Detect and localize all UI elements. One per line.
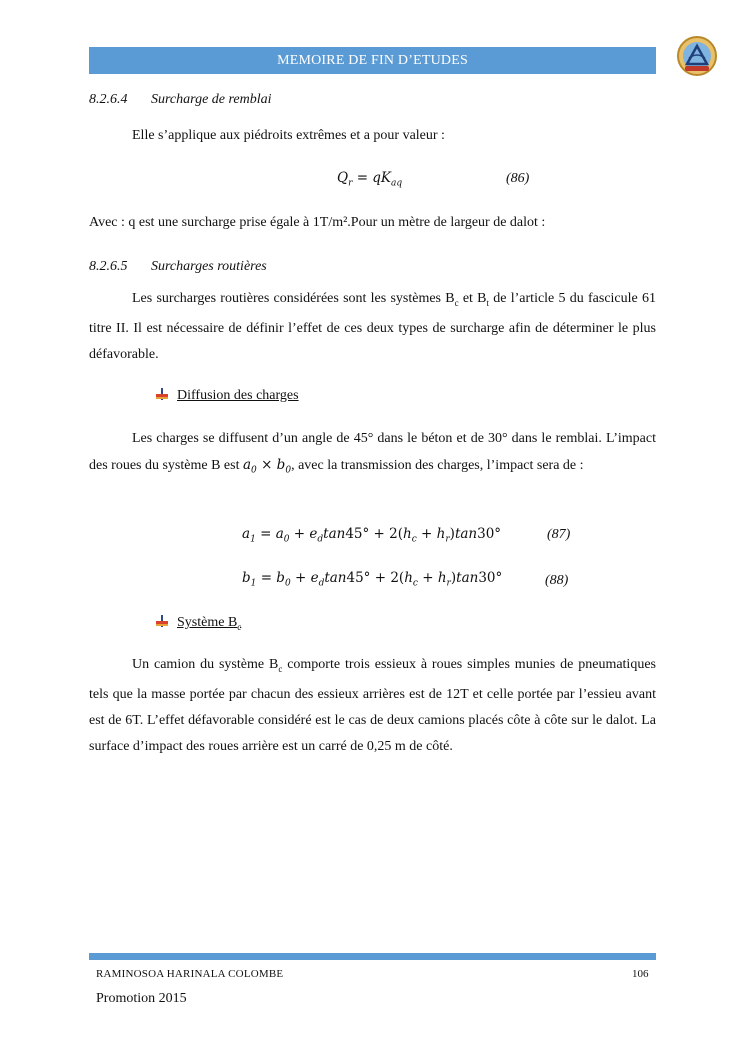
bullet-icon (155, 387, 169, 401)
subscript: c (454, 297, 459, 308)
paragraph (89, 286, 656, 368)
footer-promotion: Promotion 2015 (96, 991, 187, 1006)
equation-87: $a_1 = a_0 + e_d\tan 45^\circ + 2(h_c + h_r)\tan 30^\circ$ (242, 526, 502, 545)
paragraph (89, 210, 656, 236)
text: comporte trois essieux à roues simples munies de pneumatiques tels que la masse portée par chacun des essieux arrières est de 12T et celle portée par l’essieu avant est de 6T. L’effet défavorable considéré est le cas de deux camions placés côte à côte sur le dalot. La surface d’impact des roues arrière est un carré de 0,25 m de côté. (89, 657, 656, 754)
paragraph (89, 426, 656, 484)
text: et B (458, 291, 487, 306)
section-heading-8264 (89, 92, 272, 108)
equation-number: (88) (545, 573, 569, 588)
section-number: 8.2.6.5 (89, 259, 128, 274)
subscript: c (278, 663, 283, 674)
equation-88: $b_1 = b_0 + e_d\tan 45^\circ + 2(h_c + h_r)\tan 30^\circ$ (242, 570, 503, 589)
section-title: Surcharge de remblai (151, 92, 272, 107)
bullet-icon (155, 614, 169, 628)
text: Système B (177, 615, 238, 630)
section-title: Surcharges routières (151, 259, 267, 274)
school-emblem-icon (675, 34, 719, 78)
paragraph-text: Elle s’applique aux piédroits extrêmes et a pour valeur : (132, 128, 445, 143)
text: Un camion du système B (132, 657, 279, 672)
text: Les charges se diffusent d’un angle de 45° dans le béton et de 30° dans le remblai. L’impact des roues du système B est (89, 431, 656, 473)
text: Les surcharges routières considérées sont les systèmes B (132, 291, 455, 306)
inline-math: $a_0 \times b_0$ (242, 457, 292, 476)
bullet-item-diffusion (155, 387, 299, 404)
equation-number: (87) (547, 527, 571, 542)
text: , avec la transmission des charges, l’impact sera de : (291, 458, 584, 473)
bullet-label (177, 615, 241, 630)
bullet-label: Diffusion des charges (177, 388, 299, 403)
text: de l’article 5 du fascicule 61 titre II. Il est nécessaire de définir l’effet de ces deux types de surcharge afin de déterminer le plus défavorable. (89, 291, 656, 362)
equation-number: (86) (506, 171, 530, 186)
footer-bar (89, 953, 656, 960)
document-title: MEMOIRE DE FIN D’ETUDES (277, 53, 468, 68)
subscript: t (486, 297, 490, 308)
section-heading-8265 (89, 259, 267, 275)
page-number: 106 (632, 968, 649, 980)
header-bar (89, 47, 656, 74)
subscript: c (237, 621, 242, 632)
paragraph (89, 652, 656, 760)
paragraph (132, 123, 652, 149)
paragraph-text: Avec : q est une surcharge prise égale à 1T/m².Pour un mètre de largeur de dalot : (89, 215, 546, 230)
section-number: 8.2.6.4 (89, 92, 128, 107)
equation-86: $Q_r = qK_{aq}$ (337, 170, 403, 189)
bullet-item-systeme-bc (155, 614, 241, 632)
footer-author: RAMINOSOA HARINALA COLOMBE (96, 968, 284, 980)
